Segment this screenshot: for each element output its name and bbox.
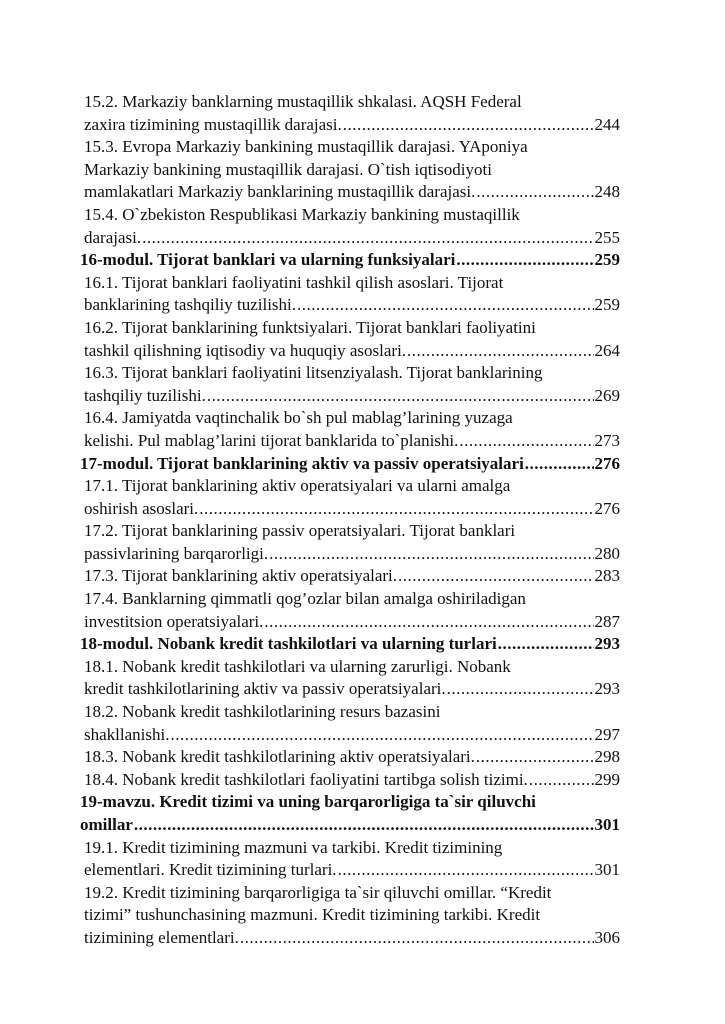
toc-entry-last-line: [84, 611, 620, 634]
toc-entry-line: tizimining elementlari.: [84, 927, 239, 947]
toc-entry-line: 16-modul. Tijorat banklari va ularning funksiyalari: [80, 250, 456, 270]
dot-leader: [142, 227, 593, 250]
dot-leader: [134, 814, 594, 837]
toc-entry-last-line: [84, 294, 620, 317]
toc-page-number: 299: [594, 769, 620, 789]
toc-module-entry: [80, 453, 620, 476]
dot-leader: [264, 611, 593, 634]
toc-section-entry: [80, 475, 620, 520]
dot-leader: [476, 746, 594, 769]
toc-entry-last-line: [84, 498, 620, 521]
dot-leader: [459, 430, 593, 453]
toc-entry-line: tashqiliy tuzilishi.: [84, 385, 206, 405]
dot-leader: [343, 114, 594, 137]
toc-page-number: 276: [594, 498, 620, 518]
toc-entry-last-line: [80, 453, 620, 476]
dot-leader: [170, 724, 593, 747]
toc-section-entry: [80, 837, 620, 882]
toc-entry-line: 18.4. Nobank kredit tashkilotlari faoliyatini tartibga solish tizimi.: [84, 769, 528, 789]
toc-entry-last-line: [84, 769, 620, 792]
dot-leader: [207, 385, 594, 408]
dot-leader: [525, 453, 594, 476]
toc-entry-line: darajasi.: [84, 227, 142, 247]
toc-page-number: 301: [594, 815, 620, 834]
toc-entry-line: 18.1. Nobank kredit tashkilotlari va ularning zarurligi. Nobank: [84, 656, 511, 676]
toc-entry-line: oshirish asoslari.: [84, 498, 199, 518]
toc-entry-line: banklarining tashqiliy tuzilishi.: [84, 295, 297, 315]
toc-entry-last-line: [84, 565, 620, 588]
toc-page-number: 283: [594, 566, 620, 586]
toc-section-entry: [80, 407, 620, 452]
toc-entry-line: tizimi” tushunchasining mazmuni. Kredit tizimining tarkibi. Kredit: [84, 905, 541, 925]
toc-page-number: 287: [594, 611, 620, 631]
toc-page-number: 301: [594, 860, 620, 880]
toc-entry-line: 16.3. Tijorat banklari faoliyatini litsenziyalash. Tijorat banklarining: [84, 363, 543, 383]
dot-leader: [407, 340, 593, 363]
toc-entry-line: 19-mavzu. Kredit tizimi va uning barqarorligiga ta`sir qiluvchi: [80, 792, 536, 812]
toc-entry-last-line: [84, 227, 620, 250]
toc-section-entry: [80, 588, 620, 633]
toc-entry-line: 16.1. Tijorat banklari faoliyatini tashkil qilish asoslari. Tijorat: [84, 272, 504, 292]
toc-entry-last-line: [84, 430, 620, 453]
toc-section-entry: [80, 91, 620, 136]
toc-page-number: 264: [594, 340, 620, 360]
toc-entry-line: kredit tashkilotlarining aktiv va passiv operatsiyalari.: [84, 679, 446, 699]
toc-section-entry: [80, 204, 620, 249]
toc-entry-last-line: [80, 249, 620, 272]
toc-entry-last-line: [84, 678, 620, 701]
toc-page-number: 259: [594, 295, 620, 315]
dot-leader: [398, 565, 593, 588]
toc-entry-last-line: [84, 724, 620, 747]
toc-section-entry: [80, 317, 620, 362]
toc-entry-last-line: [84, 859, 620, 882]
toc-entry-line: mamlakatlari Markaziy banklarining mustaqillik darajasi.: [84, 182, 476, 202]
toc-module-entry: [80, 791, 620, 836]
toc-entry-line: 18.2. Nobank kredit tashkilotlarining resurs bazasini: [84, 702, 441, 722]
toc-entry-last-line: [84, 927, 620, 950]
toc-section-entry: [80, 882, 620, 950]
toc-page-number: 293: [594, 634, 620, 654]
toc-entry-line: 18.3. Nobank kredit tashkilotlarining aktiv operatsiyalari.: [84, 747, 475, 767]
toc-entry-line: 16.4. Jamiyatda vaqtinchalik bo`sh pul mablag’larining yuzaga: [84, 408, 513, 428]
toc-entry-line: 17.4. Banklarning qimmatli qog’ozlar bilan amalga oshiriladigan: [84, 589, 526, 609]
toc-entry-line: 15.3. Evropa Markaziy bankining mustaqillik darajasi. YAponiya: [84, 137, 528, 157]
toc-section-entry: [80, 565, 620, 588]
toc-section-entry: [80, 362, 620, 407]
dot-leader: [297, 294, 593, 317]
toc-page-number: 293: [594, 679, 620, 699]
toc-entry-last-line: [84, 114, 620, 137]
toc-entry-line: 17.2. Tijorat banklarining passiv operatsiyalari. Tijorat banklari: [84, 521, 516, 541]
toc-page-number: 280: [594, 543, 620, 563]
toc-page-number: 273: [594, 430, 620, 450]
toc-entry-line: 17-modul. Tijorat banklarining aktiv va passiv operatsiyalari: [80, 453, 524, 473]
toc-entry-last-line: [84, 340, 620, 363]
toc-entry-last-line: [84, 543, 620, 566]
toc-section-entry: [80, 746, 620, 769]
toc-entry-last-line: [80, 814, 620, 837]
dot-leader: [456, 249, 593, 272]
toc-entry-line: zaxira tizimining mustaqillik darajasi.: [84, 114, 342, 134]
toc-entry-line: investitsion operatsiyalari.: [84, 611, 264, 631]
toc-entry-line: passivlarining barqarorligi.: [84, 543, 269, 563]
dot-leader: [447, 678, 594, 701]
toc-page-number: 276: [594, 453, 620, 473]
dot-leader: [338, 859, 594, 882]
toc-page-number: 255: [594, 227, 620, 247]
toc-entry-last-line: [84, 181, 620, 204]
toc-section-entry: [80, 520, 620, 565]
toc-section-entry: [80, 136, 620, 204]
toc-page-number: 259: [594, 250, 620, 270]
dot-leader: [498, 633, 594, 656]
toc-page-number: 244: [594, 114, 620, 134]
dot-leader: [269, 543, 593, 566]
toc-section-entry: [80, 701, 620, 746]
toc-entry-line: 19.1. Kredit tizimining mazmuni va tarkibi. Kredit tizimining: [84, 837, 503, 857]
toc-entry-line: Markaziy bankining mustaqillik darajasi. O`tish iqtisodiyoti: [84, 159, 492, 179]
toc-entry-last-line: [84, 746, 620, 769]
toc-entry-line: 17.3. Tijorat banklarining aktiv operatsiyalari.: [84, 566, 398, 586]
table-of-contents: [80, 91, 620, 950]
toc-entry-line: kelishi. Pul mablag’larini tijorat banklarida to`planishi.: [84, 430, 459, 450]
toc-entry-line: 16.2. Tijorat banklarining funktsiyalari. Tijorat banklari faoliyatini: [84, 317, 536, 337]
toc-page-number: 298: [594, 747, 620, 767]
toc-entry-line: shakllanishi.: [84, 724, 170, 744]
dot-leader: [529, 769, 594, 792]
toc-page-number: 269: [594, 385, 620, 405]
dot-leader: [199, 498, 593, 521]
toc-page-number: 306: [594, 927, 620, 947]
toc-entry-line: 15.4. O`zbekiston Respublikasi Markaziy bankining mustaqillik: [84, 204, 520, 224]
dot-leader: [240, 927, 594, 950]
toc-page-number: 248: [594, 182, 620, 202]
toc-section-entry: [80, 656, 620, 701]
toc-section-entry: [80, 272, 620, 317]
toc-entry-line: 17.1. Tijorat banklarining aktiv operatsiyalari va ularni amalga: [84, 476, 511, 496]
toc-module-entry: [80, 249, 620, 272]
toc-entry-line: tashkil qilishning iqtisodiy va huquqiy asoslari.: [84, 340, 407, 360]
toc-entry-line: omillar: [80, 815, 133, 834]
toc-entry-line: 19.2. Kredit tizimining barqarorligiga ta`sir qiluvchi omillar. “Kredit: [84, 882, 552, 902]
toc-entry-line: 15.2. Markaziy banklarning mustaqillik shkalasi. AQSH Federal: [84, 92, 522, 111]
toc-entry-line: elementlari. Kredit tizimining turlari.: [84, 860, 337, 880]
toc-module-entry: [80, 633, 620, 656]
toc-entry-last-line: [80, 633, 620, 656]
toc-entry-line: 18-modul. Nobank kredit tashkilotlari va ularning turlari: [80, 634, 497, 654]
toc-page-number: 297: [594, 724, 620, 744]
dot-leader: [476, 181, 593, 204]
toc-section-entry: [80, 769, 620, 792]
toc-entry-last-line: [84, 385, 620, 408]
